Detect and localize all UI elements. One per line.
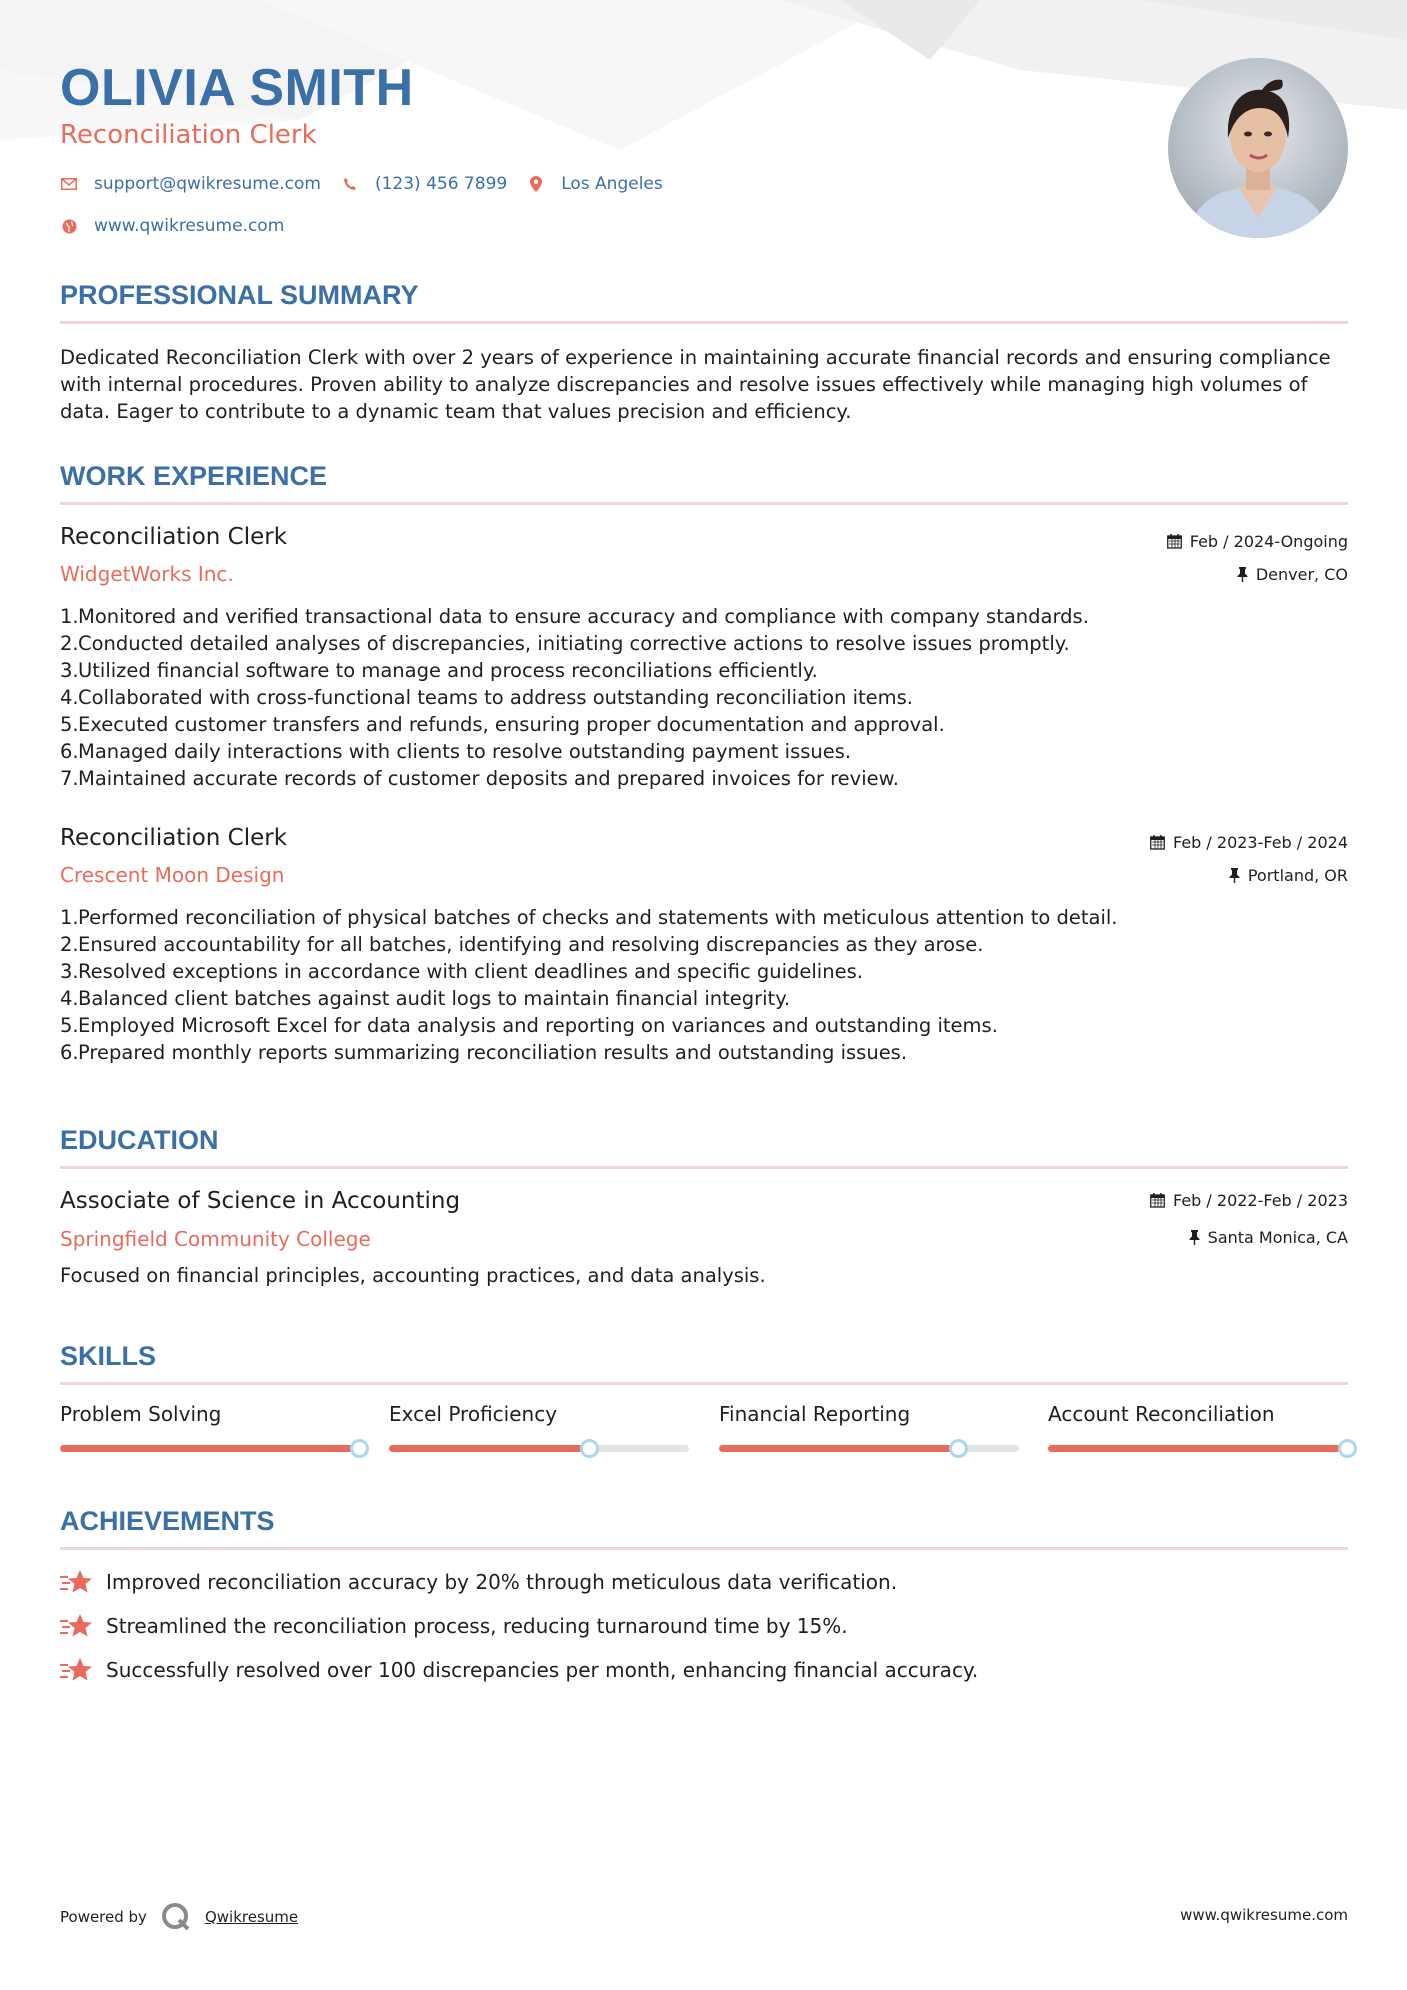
list-item: 4. Collaborated with cross-functional teams to address outstanding reconciliation items.: [60, 686, 914, 709]
profile-photo: [1168, 58, 1348, 238]
section-divider: [60, 1382, 1348, 1385]
list-item: 5. Employed Microsoft Excel for data analysis and reporting on variances and outstanding items.: [60, 1014, 998, 1037]
skill-item: [389, 1402, 689, 1426]
section-title-skills: SKILLS: [60, 1341, 157, 1371]
skill-bar-fill: [719, 1445, 959, 1452]
list-item: 4. Balanced client batches against audit logs to maintain financial integrity.: [60, 987, 791, 1010]
school-name: Springfield Community College: [60, 1227, 371, 1251]
skill-label: Problem Solving: [60, 1402, 222, 1426]
job-title: Reconciliation Clerk: [60, 524, 288, 550]
achievement-text: Successfully resolved over 100 discrepancies per month, enhancing financial accuracy.: [106, 1658, 979, 1682]
skill-bar-fill: [1048, 1445, 1348, 1452]
achievement-item: [60, 1612, 848, 1640]
job-responsibilities: [60, 904, 1348, 1066]
section-title-summary: PROFESSIONAL SUMMARY: [60, 280, 419, 310]
job-responsibilities: [60, 603, 1348, 792]
contact-location: [527, 174, 663, 194]
job-company: Crescent Moon Design: [60, 863, 285, 887]
skill-item: [60, 1402, 360, 1426]
location-text: Los Angeles: [561, 174, 663, 194]
achievement-item: [60, 1656, 978, 1684]
degree-title: Associate of Science in Accounting: [60, 1188, 461, 1214]
job-location-text: Denver, CO: [1255, 565, 1348, 584]
list-item: 2. Ensured accountability for all batches, identifying and resolving discrepancies as they arose.: [60, 933, 984, 956]
contact-phone[interactable]: [341, 174, 507, 194]
powered-by-label: Powered by: [60, 1908, 147, 1926]
calendar-icon: [1167, 534, 1182, 549]
skill-bar-track: [60, 1445, 360, 1452]
star-icon: [60, 1656, 94, 1684]
job-dates: [1150, 833, 1348, 852]
education-location-text: Santa Monica, CA: [1207, 1228, 1348, 1247]
qwikresume-link[interactable]: Qwikresume: [204, 1908, 299, 1926]
contact-row-website: [60, 216, 304, 236]
skill-item: [719, 1402, 1019, 1426]
education-description: Focused on financial principles, accounting practices, and data analysis.: [60, 1264, 766, 1287]
skill-bar-knob: [580, 1439, 599, 1458]
qwikresume-logo-icon: [161, 1902, 191, 1932]
pushpin-icon: [1229, 868, 1240, 883]
job-title: Reconciliation Clerk: [60, 825, 288, 851]
footer-website[interactable]: www.qwikresume.com: [1180, 1906, 1348, 1924]
phone-text[interactable]: (123) 456 7899: [374, 174, 508, 194]
calendar-icon: [1150, 835, 1165, 850]
skill-label: Excel Proficiency: [389, 1402, 558, 1426]
job-company: WidgetWorks Inc.: [60, 562, 234, 586]
star-icon: [60, 1568, 94, 1596]
skill-bar-fill: [60, 1445, 360, 1452]
map-pin-icon: [527, 175, 545, 193]
section-divider: [60, 502, 1348, 505]
job-dates-text: Feb / 2023-Feb / 2024: [1173, 833, 1348, 852]
job-dates-text: Feb / 2024-Ongoing: [1189, 532, 1348, 551]
job-location: [1229, 866, 1348, 885]
job-location-text: Portland, OR: [1247, 866, 1348, 885]
email-text[interactable]: support@qwikresume.com: [94, 174, 321, 194]
education-location: [1189, 1228, 1348, 1247]
skill-bar-knob: [949, 1439, 968, 1458]
list-item: 6. Prepared monthly reports summarizing reconciliation results and outstanding issues.: [60, 1041, 908, 1064]
list-item: 5. Executed customer transfers and refunds, ensuring proper documentation and approval.: [60, 713, 945, 736]
list-item: 3. Utilized financial software to manage and process reconciliations efficiently.: [60, 659, 818, 682]
summary-text: Dedicated Reconciliation Clerk with over 2 years of experience in maintaining accurate financial records and ensuring compliance with internal procedures. Proven ability to analyze discrepancies and resolve issues effectively while managing high volumes of data. Eager to contribute to a dynamic team that values precision and efficiency.: [60, 346, 1331, 423]
contact-row: [60, 174, 683, 194]
section-divider: [60, 321, 1348, 324]
list-item: 6. Managed daily interactions with clients to resolve outstanding payment issues.: [60, 740, 852, 763]
phone-icon: [341, 175, 359, 193]
skill-bar-track: [719, 1445, 1019, 1452]
candidate-role: Reconciliation Clerk: [60, 120, 317, 150]
mail-icon: [60, 175, 78, 193]
skill-bar-fill: [389, 1445, 590, 1452]
list-item: 1. Monitored and verified transactional data to ensure accuracy and compliance with company standards.: [60, 605, 1089, 628]
pushpin-icon: [1237, 567, 1248, 582]
skill-label: Financial Reporting: [719, 1402, 911, 1426]
skill-bar-knob: [1338, 1439, 1357, 1458]
job-location: [1237, 565, 1348, 584]
list-item: 1. Performed reconciliation of physical batches of checks and statements with meticulous attention to detail.: [60, 906, 1118, 929]
skill-bar-track: [1048, 1445, 1348, 1452]
star-icon: [60, 1612, 94, 1640]
skill-item: [1048, 1402, 1348, 1426]
section-divider: [60, 1166, 1348, 1169]
website-text[interactable]: www.qwikresume.com: [94, 216, 285, 236]
list-item: 2. Conducted detailed analyses of discrepancies, initiating corrective actions to resolve issues promptly.: [60, 632, 1070, 655]
section-divider: [60, 1547, 1348, 1550]
education-dates: [1150, 1191, 1348, 1210]
skill-bar-knob: [350, 1439, 369, 1458]
section-title-achievements: ACHIEVEMENTS: [60, 1506, 275, 1536]
section-title-education: EDUCATION: [60, 1125, 219, 1155]
globe-icon: [60, 217, 78, 235]
education-dates-text: Feb / 2022-Feb / 2023: [1173, 1191, 1348, 1210]
contact-website[interactable]: [60, 216, 284, 236]
pushpin-icon: [1189, 1230, 1200, 1245]
job-dates: [1167, 532, 1348, 551]
achievement-text: Improved reconciliation accuracy by 20% through meticulous data verification.: [106, 1570, 898, 1594]
candidate-name: OLIVIA SMITH: [60, 59, 414, 117]
section-title-experience: WORK EXPERIENCE: [60, 461, 328, 491]
contact-email[interactable]: [60, 174, 321, 194]
footer-powered-by: [60, 1902, 298, 1932]
skill-bar-track: [389, 1445, 689, 1452]
list-item: 3. Resolved exceptions in accordance with client deadlines and specific guidelines.: [60, 960, 863, 983]
achievement-item: [60, 1568, 897, 1596]
calendar-icon: [1150, 1193, 1165, 1208]
list-item: 7. Maintained accurate records of customer deposits and prepared invoices for review.: [60, 767, 899, 790]
achievement-text: Streamlined the reconciliation process, reducing turnaround time by 15%.: [106, 1614, 848, 1638]
skill-label: Account Reconciliation: [1048, 1402, 1275, 1426]
